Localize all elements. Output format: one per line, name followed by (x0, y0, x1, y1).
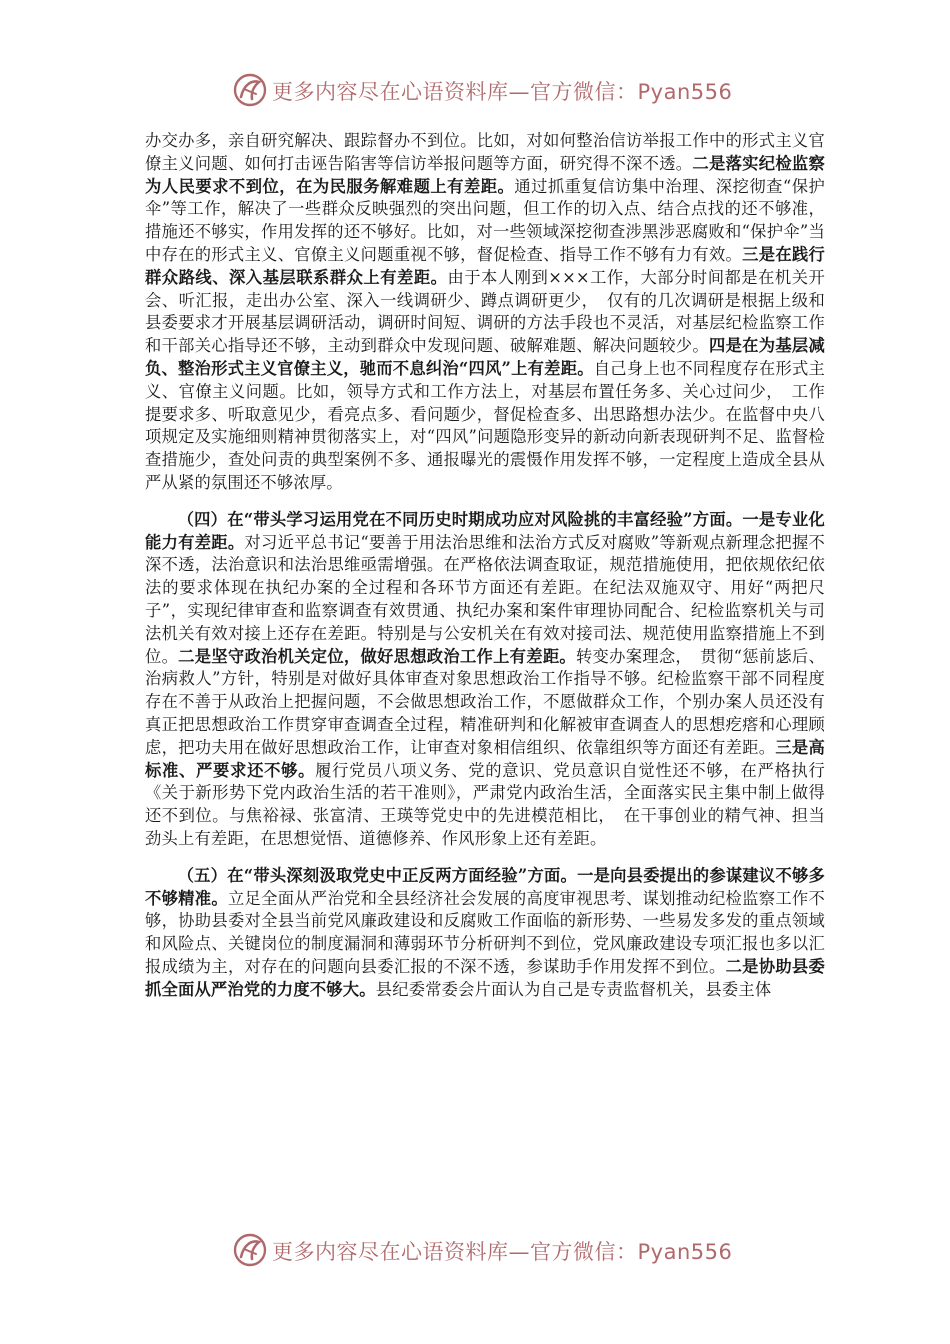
footer-banner (0, 1232, 950, 1272)
bold-text-run: 三是在践行群众路线、深入基层联系群众上有差距。 (145, 244, 825, 287)
text-run: 由于本人刚到×××工作，大部分时间都是在机关开会、听汇报，走出办公室、深入一线调研少、蹲点调研更少， 仅有的几次调研是根据上级和县委要求才开展基层调研活动，调研时间短、调研的方法手段也不灵活，对基层纪检监察工作和干部关心指导还不够，主动到群众中发现问题、破解难题、解决问题较少。 (145, 267, 825, 356)
text-run: 履行党员八项义务、党的意识、党员意识自觉性还不够，在严格执行《关于新形势下党内政治生活的若干准则》，严肃党内政治生活，全面落实民主集中制上做得还不到位。与焦裕禄、张富清、王瑛等党史中的先进模范相比， 在干事创业的精气神、担当劲头上有差距，在思想觉悟、道德修养、作风形象上还有差距。 (145, 760, 825, 848)
bold-text-run: 二是协助县委抓全面从严治党的力度不够大。 (145, 956, 825, 999)
text-run: 转变办案理念， 贯彻“惩前毖后、治病救人”方针，特别是对做好具体审查对象思想政治工作指导不够。纪检监察干部不同程度存在不善于从政治上把握问题，不会做思想政治工作，不愿做群众工作，个别办案人员还没有真正把思想政治工作贯穿审查调查全过程，精准研判和化解被审查调查人的思想疙瘩和心理顾虑，把功夫用在做好思想政治工作，让审查对象相信组织、依靠组织等方面还有差距。 (145, 646, 825, 757)
paragraph (145, 509, 825, 851)
bold-text-run: 三是高标准、严要求还不够。 (145, 737, 826, 780)
text-run: 县纪委常委会片面认为自己是专责监督机关，县委主体 (375, 979, 772, 999)
bold-text-run: 二是坚守政治机关定位，做好思想政治工作上有差距。 (178, 646, 576, 666)
document-body (145, 130, 825, 1001)
text-run: 自己身上也不同程度存在形式主义、官僚主义问题。比如，领导方式和工作方法上，对基层布置任务多、关心过问少， 工作提要求多、听取意见少，看亮点多、看问题少，督促检查多、出思路想办法少。在监督中央八项规定及实施细则精神贯彻落实上，对“四风”问题隐形变异的新动向新表现研判不足、监督检查措施少，查处问责的典型案例不多、通报曝光的震慑作用发挥不够，一定程度上造成全县从严从紧的氛围还不够浓厚。 (145, 358, 825, 492)
banner-text: 更多内容尽在心语资料库—官方微信：Pyan556 (272, 1240, 733, 1264)
text-run: 对习近平总书记“要善于用法治思维和法治方式反对腐败”等新观点新理念把握不深不透，法治意识和法治思维亟需增强。在严格依法调查取证，规范措施使用，把依规依纪依法的要求体现在执纪办案的全过程和各环节方面还有差距。在纪法双施双守、用好“两把尺子”，实现纪律审查和监察调查有效贯通、执纪办案和案件审理协同配合、纪检监察机关与司法机关有效对接上还存在差距。特别是与公安机关在有效对接司法、规范使用监察措施上不到位。 (145, 532, 825, 666)
paragraph (145, 130, 825, 495)
banner-text: 更多内容尽在心语资料库—官方微信：Pyan556 (272, 80, 733, 104)
bold-text-run: 四是在为基层减负、整治形式主义官僚主义，驰而不息纠治“四风”上有差距。 (145, 336, 825, 378)
text-run: 办交办多，亲自研究解决、跟踪督办不到位。比如，对如何整治信访举报工作中的形式主义官僚主义问题、如何打击诬告陷害等信访举报问题等方面，研究得不深不透。 (145, 131, 825, 173)
red-seal-logo-icon (232, 1232, 268, 1268)
bold-text-run: （五）在“带头深刻汲取党史中正反两方面经验”方面。一是向县委提出的参谋建议不够多不够精准。 (145, 865, 825, 908)
header-banner (0, 72, 950, 112)
paragraph (145, 865, 825, 1002)
red-seal-logo-icon (232, 72, 268, 108)
text-run: 立足全面从严治党和全县经济社会发展的高度审视思考、谋划推动纪检监察工作不够，协助县委对全县当前党风廉政建设和反腐败工作面临的新形势、一些易发多发的重点领域和风险点、关键岗位的制度漏洞和薄弱环节分析研判不到位，党风廉政建设专项汇报也多以汇报成绩为主，对存在的问题向县委汇报的不深不透，参谋助手作用发挥不到位。 (145, 888, 825, 976)
bold-text-run: （四）在“带头学习运用党在不同历史时期成功应对风险挑的丰富经验”方面。一是专业化能力有差距。 (145, 509, 825, 552)
text-run: 通过抓重复信访集中治理、深挖彻查“保护伞”等工作，解决了一些群众反映强烈的突出问题，但工作的切入点、结合点找的还不够准，措施还不够实，作用发挥的还不够好。比如，对一些领域深挖彻查涉黑涉恶腐败和“保护伞”当中存在的形式主义、官僚主义问题重视不够，督促检查、指导工作不够有力有效。 (145, 176, 825, 264)
bold-text-run: 二是落实纪检监察为人民要求不到位，在为民服务解难题上有差距。 (145, 153, 826, 196)
